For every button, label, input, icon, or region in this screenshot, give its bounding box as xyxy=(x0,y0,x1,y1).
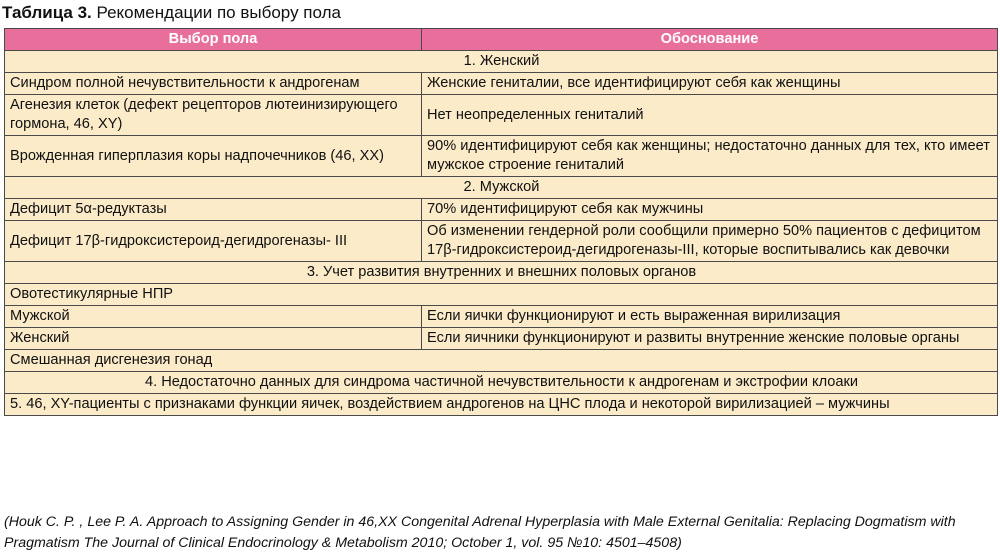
gender-choice-cell: Дефицит 5α-редуктазы xyxy=(5,199,422,221)
full-width-row xyxy=(5,350,998,372)
rationale-cell: 70% идентифицируют себя как мужчины xyxy=(422,199,998,221)
rationale-cell: Нет неопределенных гениталий xyxy=(422,95,998,136)
gender-choice-cell: Врожденная гиперплазия коры надпочечников (46, XX) xyxy=(5,136,422,177)
section-heading: 1. Женский xyxy=(5,51,998,73)
section-row xyxy=(5,177,998,199)
section-heading: 2. Мужской xyxy=(5,177,998,199)
gender-choice-cell: Агенезия клеток (дефект рецепторов лютеинизирующего гормона, 46, XY) xyxy=(5,95,422,136)
full-width-cell: Овотестикулярные НПР xyxy=(5,284,998,306)
gender-choice-cell: Женский xyxy=(5,328,422,350)
section-row xyxy=(5,262,998,284)
rationale-cell: Если яичники функционируют и развиты внутренние женские половые органы xyxy=(422,328,998,350)
table-row xyxy=(5,306,998,328)
section-row xyxy=(5,372,998,394)
recommendations-table xyxy=(4,28,998,416)
rationale-cell: Если яички функционируют и есть выраженная вирилизация xyxy=(422,306,998,328)
table-title xyxy=(2,2,341,24)
column-header-rationale: Обоснование xyxy=(422,29,998,51)
table-row xyxy=(5,95,998,136)
header-row xyxy=(5,29,998,51)
table-row xyxy=(5,199,998,221)
rationale-cell: Об изменении гендерной роли сообщили примерно 50% пациентов с дефицитом 17β-гидроксистероид-дегидрогеназы-III, которые воспитывались как девочки xyxy=(422,221,998,262)
full-width-cell: Смешанная дисгенезия гонад xyxy=(5,350,998,372)
table-row xyxy=(5,328,998,350)
column-header-gender-choice: Выбор пола xyxy=(5,29,422,51)
full-width-row xyxy=(5,394,998,416)
table-caption: Рекомендации по выбору пола xyxy=(91,3,341,22)
gender-choice-cell: Синдром полной нечувствительности к андрогенам xyxy=(5,73,422,95)
gender-choice-cell: Дефицит 17β-гидроксистероид-дегидрогеназы- III xyxy=(5,221,422,262)
citation: (Houk C. P. , Lee P. A. Approach to Assigning Gender in 46,XX Congenital Adrenal Hyperplasia with Male External Genitalia: Replacing Dogmatism with Pragmatism The Journal of Clinical Endocrinology & Metabolism 2010; October 1, vol. 95 №10: 4501–4508) xyxy=(4,514,956,551)
full-width-cell: 5. 46, XY-пациенты с признаками функции яичек, воздействием андрогенов на ЦНС плода и некоторой вирилизацией – мужчины xyxy=(5,394,998,416)
rationale-cell: 90% идентифицируют себя как женщины; недостаточно данных для тех, кто имеет мужское строение гениталий xyxy=(422,136,998,177)
section-heading: 3. Учет развития внутренних и внешних половых органов xyxy=(5,262,998,284)
table-row xyxy=(5,221,998,262)
table-body xyxy=(5,51,998,416)
section-row xyxy=(5,51,998,73)
rationale-cell: Женские гениталии, все идентифицируют себя как женщины xyxy=(422,73,998,95)
table-row xyxy=(5,136,998,177)
section-heading: 4. Недостаточно данных для синдрома частичной нечувствительности к андрогенам и экстрофии клоаки xyxy=(5,372,998,394)
full-width-row xyxy=(5,284,998,306)
table-row xyxy=(5,73,998,95)
gender-choice-cell: Мужской xyxy=(5,306,422,328)
table-number: Таблица 3. xyxy=(2,3,92,22)
